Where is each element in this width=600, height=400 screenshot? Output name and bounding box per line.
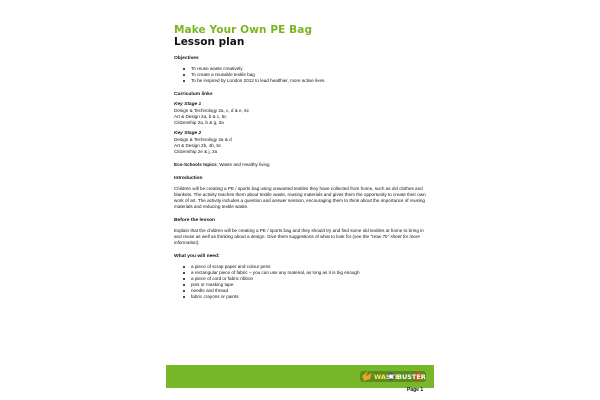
svg-text:WASTE: WASTE <box>374 373 400 381</box>
svg-text:BUSTER: BUSTER <box>397 373 426 381</box>
objective-item: To reuse waste creatively <box>191 66 432 72</box>
eco-schools-line <box>174 162 432 168</box>
page-number: Page 1 <box>407 387 424 393</box>
waste-buster-logo <box>358 367 428 386</box>
ks1-line: Design & Technology 2a, c, d & e, 5c <box>174 108 249 113</box>
before-lesson-italic: see the "How To" sheet for more information <box>174 233 420 245</box>
before-lesson-heading: Before the lesson <box>174 217 216 223</box>
ks2-line: Design & Technology 2a & d <box>174 136 232 142</box>
before-lesson-section <box>174 218 432 246</box>
ks1-line: Art & Design 2a, b & c, 5c <box>174 113 227 119</box>
material-item: a rectangular piece of fabric – you can use any material, as long as it is big enough <box>191 270 432 276</box>
ks2-line: Citizenship 2e & j, 3a <box>174 148 218 154</box>
curriculum-section <box>174 92 432 154</box>
introduction-section <box>174 176 432 210</box>
before-lesson-text <box>174 228 432 246</box>
eco-schools-label: Eco-Schools topics <box>174 162 217 168</box>
footer-bar <box>166 365 434 388</box>
before-lesson-body: Explain that the children will be creating a PE / sports bag and they should try and find some old textiles at home to bring in and reuse as well as thinking about a design. Give them suggestions of what to look for ( <box>174 227 424 239</box>
material-item: pins or masking tape <box>191 282 432 288</box>
materials-heading: What you will need: <box>174 253 220 259</box>
objective-item: To create a reusable textile bag <box>191 72 432 78</box>
key-stage-2-label: Key Stage 2 <box>174 130 202 136</box>
eco-schools-value: : Waste and Healthy living <box>216 162 270 168</box>
document-title: Make Your Own PE Bag <box>174 24 313 36</box>
ks2-line: Art & Design 2b, 4b, 5c <box>174 142 222 148</box>
materials-section <box>174 254 432 300</box>
material-item: a piece of cord or fabric ribbon <box>191 276 432 282</box>
objectives-list <box>174 66 432 84</box>
material-item: a piece of scrap paper and colour pens <box>191 264 432 270</box>
materials-list <box>174 264 432 300</box>
material-item: needle and thread <box>191 288 432 294</box>
material-item: fabric crayons or paints <box>191 294 432 300</box>
introduction-heading: Introduction <box>174 176 203 182</box>
waste-buster-logo-art <box>360 371 426 382</box>
document-subtitle: Lesson plan <box>174 36 245 48</box>
objectives-heading: Objectives <box>174 56 199 61</box>
key-stage-1-label: Key Stage 1 <box>174 102 202 107</box>
lesson-content <box>174 24 432 308</box>
before-lesson-end: ). <box>196 239 200 245</box>
ks1-line: Citizenship 2a, b & g, 3a <box>174 119 224 125</box>
curriculum-heading: Curriculum links <box>174 92 213 97</box>
objective-item: To be inspired by London 2012 to lead healthier, more active lives. <box>191 78 432 84</box>
objectives-section <box>174 56 432 84</box>
introduction-text: Children will be creating a PE / sports bag using unwanted textiles they have collected from home, such as old clothes and blankets. The activity teaches them about textile waste, reusing materials and gives them the opportunity to create their own work of art. The activity includes a question and answer session, encouraging them to think about the importance of reusing materials and reducing textile waste. <box>174 186 426 210</box>
